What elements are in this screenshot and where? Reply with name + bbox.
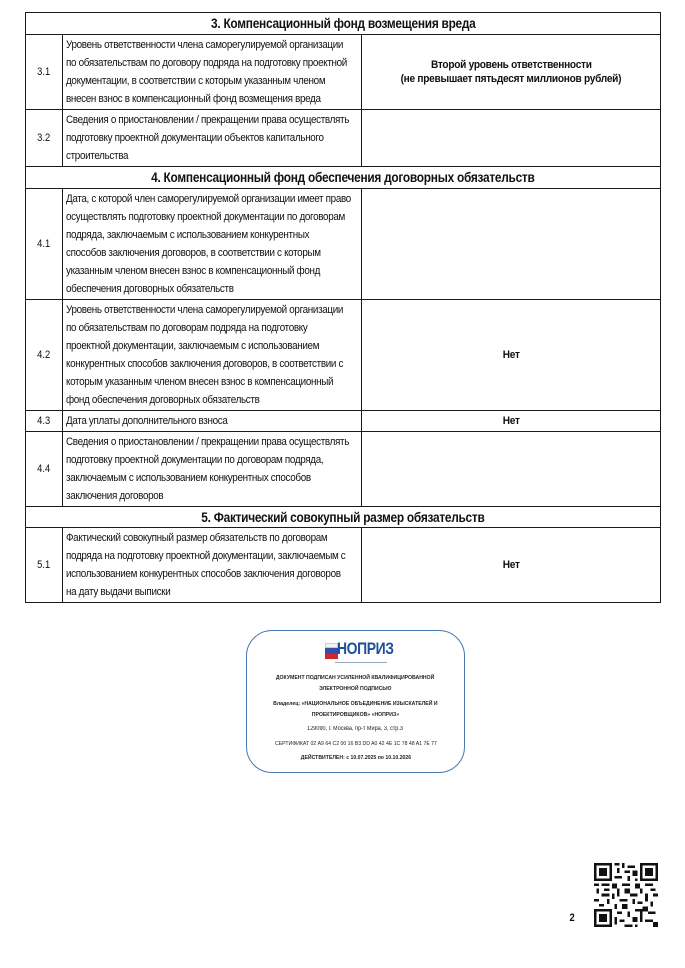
desc-line: фонд обеспечения договорных обязательств (66, 394, 260, 406)
desc-line: Сведения о приостановлении / прекращении права осуществлять (66, 436, 350, 448)
e-signature-stamp (246, 630, 465, 773)
row-number: 4.1 (37, 238, 51, 250)
table-row-4-2 (26, 300, 661, 411)
desc-line: Фактический совокупный размер обязательств по договорам (66, 532, 328, 544)
page-number: 2 (569, 912, 575, 924)
desc-line: проектной документации, заключаемым с использованием (66, 340, 320, 352)
row-description (63, 300, 362, 411)
desc-line: заключения договоров (66, 490, 164, 502)
desc-line: внесен взнос в компенсационный фонд возмещения вреда (66, 93, 321, 105)
row-value (362, 411, 661, 432)
stamp-signed-line-2 (247, 686, 464, 692)
registry-extract-table (25, 12, 661, 603)
section-title: 4. Компенсационный фонд обеспечения договорных обязательств (151, 170, 535, 185)
stamp-text: ЭЛЕКТРОННОЙ ПОДПИСЬЮ (319, 686, 392, 692)
desc-line: Дата уплаты дополнительного взноса (66, 415, 228, 427)
desc-line: подряда на подготовку проектной документации, заключаемым с (66, 550, 346, 562)
stamp-text: ПРОЕКТИРОВЩИКОВ» «НОПРИЗ» (311, 712, 400, 718)
nopriz-logo (325, 639, 394, 662)
section-header-5 (26, 507, 661, 528)
row-value-empty (362, 432, 661, 507)
value-line: Нет (502, 349, 520, 361)
desc-line: документации, в соответствии с которым указанным членом (66, 75, 326, 87)
desc-line: конкурентных способов заключения договоров, в соответствии с (66, 358, 344, 370)
desc-line: по обязательствам по договорам подряда на подготовку (66, 322, 308, 334)
section-title: 3. Компенсационный фонд возмещения вреда (210, 16, 476, 31)
section-header-3 (26, 13, 661, 35)
row-number: 5.1 (37, 559, 51, 571)
row-number: 4.2 (37, 349, 51, 361)
row-value (362, 528, 661, 603)
section-header-4 (26, 167, 661, 189)
row-description (63, 35, 362, 110)
value-line: Второй уровень ответственности (430, 59, 592, 71)
desc-line: использованием конкурентных способов заключения договоров (66, 568, 341, 580)
desc-line: способов заключения договоров, в соответствии с которым (66, 247, 321, 259)
table-row-4-3 (26, 411, 661, 432)
desc-line: осуществлять подготовку проектной документации по договорам (66, 211, 345, 223)
stamp-validity (247, 755, 464, 761)
row-value-empty (362, 110, 661, 167)
row-description (63, 432, 362, 507)
row-description (63, 189, 362, 300)
table-row-4-1 (26, 189, 661, 300)
logo-text: НОПРИЗ (337, 639, 394, 658)
desc-line: обеспечения договорных обязательств (66, 283, 234, 295)
section-title: 5. Фактический совокупный размер обязательств (201, 509, 485, 525)
stamp-text: 129090, г. Москва, пр-т Мира, 3, стр.3 (307, 726, 404, 732)
value-line: (не превышает пятьдесят миллионов рублей) (400, 73, 622, 85)
row-number: 4.3 (37, 415, 51, 427)
desc-line: подготовку проектной документации по договорам подряда, (66, 454, 324, 466)
desc-line: подряда, заключаемым с использованием конкурентных (66, 229, 310, 241)
stamp-certificate (247, 741, 464, 747)
stamp-text: ДЕЙСТВИТЕЛЕН: с 10.07.2025 по 10.10.2026 (300, 755, 411, 761)
stamp-signed-line-1 (247, 675, 464, 681)
stamp-text: СЕРТИФИКАТ 02 A9 64 C2 00 16 B3 DD A0 42 4E 1C 78 48 A1 7E 77 (274, 741, 437, 747)
desc-line: Уровень ответственности члена саморегулируемой организации (66, 304, 344, 316)
logo-underline (335, 662, 387, 663)
stamp-text: ДОКУМЕНТ ПОДПИСАН УСИЛЕННОЙ КВАЛИФИЦИРОВАННОЙ (276, 675, 435, 681)
value-line: Нет (502, 559, 520, 571)
table-row-3-1 (26, 35, 661, 110)
row-description (63, 110, 362, 167)
desc-line: заключаемым с использованием конкурентных способов (66, 472, 311, 484)
table-row-3-2 (26, 110, 661, 167)
desc-line: Дата, с которой член саморегулируемой организации имеет право (66, 193, 351, 205)
table-row-5-1 (26, 528, 661, 603)
row-number: 3.2 (37, 132, 51, 144)
row-value (362, 300, 661, 411)
qr-code-icon[interactable] (594, 862, 658, 928)
row-value (362, 35, 661, 110)
stamp-address (247, 726, 464, 732)
row-number: 3.1 (37, 66, 51, 78)
desc-line: подготовку проектной документации объектов капитального (66, 132, 324, 144)
stamp-text: Владелец: «НАЦИОНАЛЬНОЕ ОБЪЕДИНЕНИЕ ИЗЫСКАТЕЛЕЙ И (273, 701, 438, 707)
stamp-owner-line-2 (247, 712, 464, 718)
value-line: Нет (502, 415, 520, 427)
desc-line: которым указанным членом внесен взнос в компенсационный (66, 376, 334, 388)
desc-line: Сведения о приостановлении / прекращении права осуществлять (66, 114, 350, 126)
row-description (63, 411, 362, 432)
row-value-empty (362, 189, 661, 300)
stamp-owner-line-1 (247, 701, 464, 707)
table-row-4-4 (26, 432, 661, 507)
desc-line: на дату выдачи выписки (66, 586, 171, 598)
desc-line: по обязательствам по договору подряда на подготовку проектной (66, 57, 347, 69)
desc-line: Уровень ответственности члена саморегулируемой организации (66, 39, 344, 51)
row-number: 4.4 (37, 463, 51, 475)
desc-line: указанным членом внесен взнос в компенсационный фонд (66, 265, 321, 277)
row-description (63, 528, 362, 603)
desc-line: строительства (66, 150, 129, 162)
